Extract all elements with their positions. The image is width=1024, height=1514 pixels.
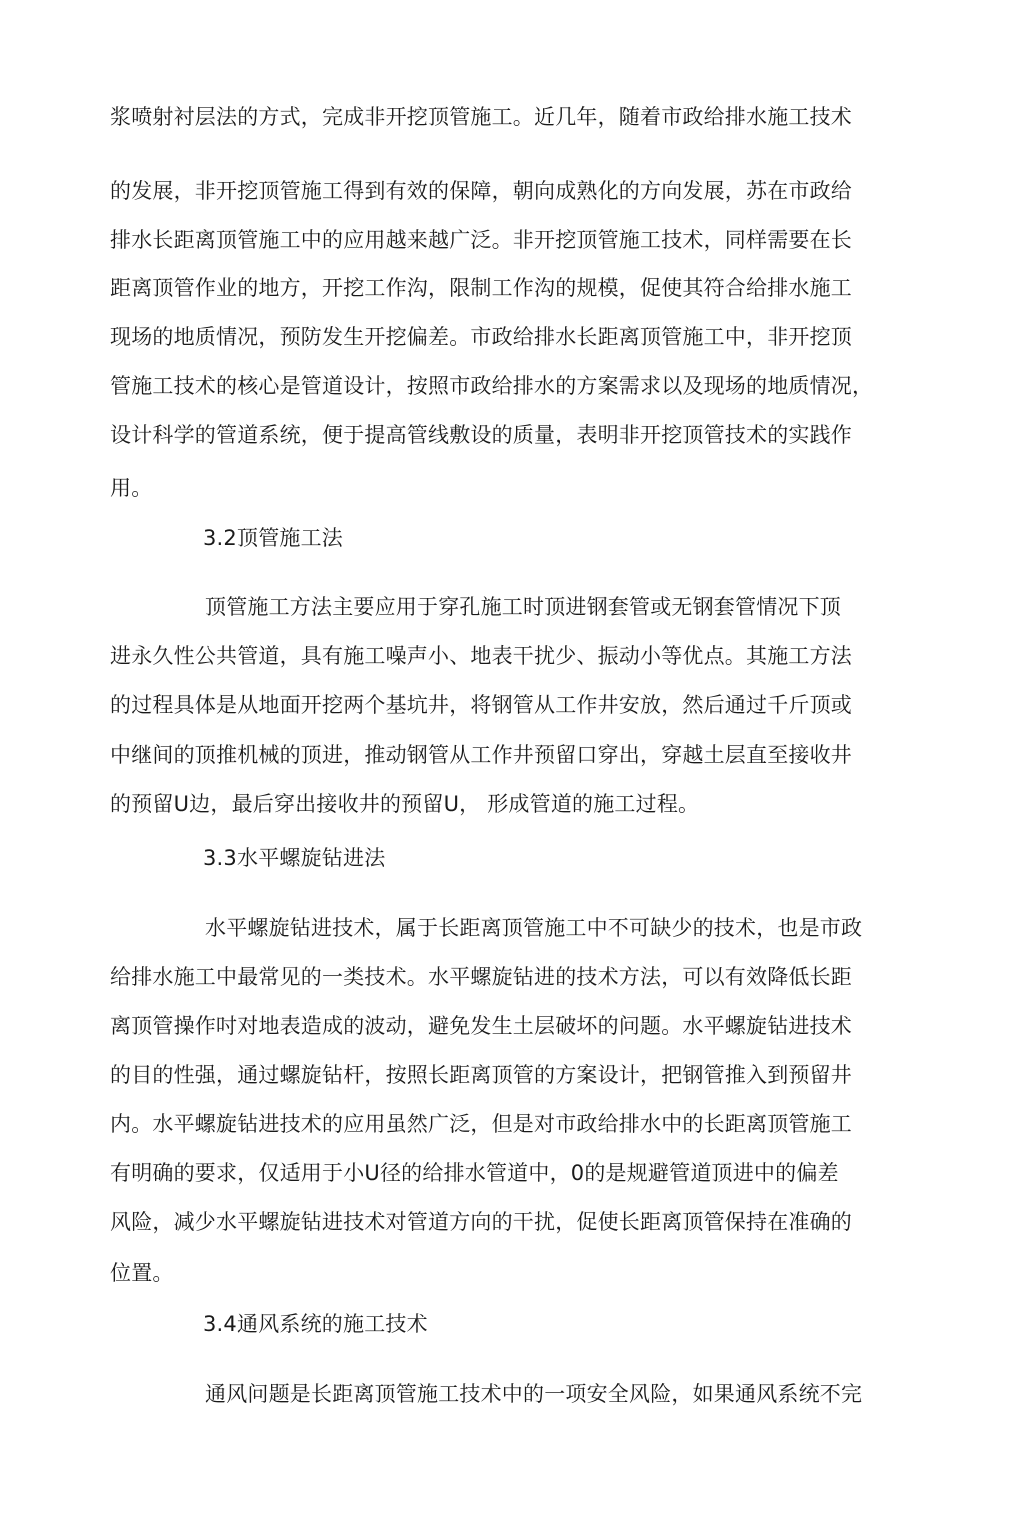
section-heading-3-2: 3.2顶管施工法 — [203, 526, 343, 550]
paragraph-line: 通风问题是长距离顶管施工技术中的一项安全风险，如果通风系统不完 — [205, 1382, 863, 1406]
paragraph-line: 排水长距离顶管施工中的应用越来越广泛。非开挖顶管施工技术，同样需要在长 — [110, 228, 852, 252]
paragraph-line: 用。 — [110, 476, 153, 500]
paragraph-line: 离顶管操作吋对地表造成的波动，避免发生土层破坏的问题。水平螺旋钻进技术 — [110, 1014, 852, 1038]
paragraph-line: 现场的地质情况，预防发生开挖偏差。市政给排水长距离顶管施工中，非开挖顶 — [110, 325, 852, 349]
paragraph-line: 内。水平螺旋钻进技术的应用虽然广泛，但是对市政给排水中的长距离顶管施工 — [110, 1112, 852, 1136]
paragraph-line: 的过程具体是从地面开挖两个基坑井，将钢管从工作井安放，然后通过千斤顶或 — [110, 693, 852, 717]
paragraph-line: 的预留U边，最后穿出接收井的预留U， 形成管道的施工过程。 — [110, 792, 700, 816]
paragraph-line: 距离顶管作业的地方，开挖工作沟，限制工作沟的规模，促使其符合给排水施工 — [110, 276, 852, 300]
paragraph-line: 设计科学的管道系统，便于提高管线敷设的质量，表明非开挖顶管技术的实践作 — [110, 423, 852, 447]
paragraph-line: 的发展，非开挖顶管施工得到有效的保障，朝向成熟化的方向发展，苏在市政给 — [110, 179, 852, 203]
paragraph-line: 给排水施工中最常见的一类技术。水平螺旋钻进的技术方法，可以有效降低长距 — [110, 965, 852, 989]
paragraph-line: 水平螺旋钻进技术，属于长距离顶管施工中不可缺少的技术，也是市政 — [205, 916, 863, 940]
paragraph-line: 位置。 — [110, 1261, 174, 1285]
paragraph-line: 浆喷射衬层法的方式，完成非开挖顶管施工。近几年，随着市政给排水施工技术 — [110, 105, 852, 129]
section-heading-3-3: 3.3水平螺旋钻进法 — [203, 846, 386, 870]
paragraph-line: 的目的性强，通过螺旋钻杆，按照长距离顶管的方案设计，把钢管推入到预留井 — [110, 1063, 852, 1087]
paragraph-line: 进永久性公共管道，具有施工噪声小、地表干扰少、振动小等优点。其施工方法 — [110, 644, 852, 668]
paragraph-line: 管施工技术的核心是管道设计，按照市政给排水的方案需求以及现场的地质情况， — [110, 374, 874, 398]
paragraph-line: 顶管施工方法主要应用于穿孔施工时顶进钢套管或无钢套管情况下顶 — [205, 595, 841, 619]
paragraph-line: 风险，减少水平螺旋钻进技术对管道方向的干扰，促使长距离顶管保持在准确的 — [110, 1210, 852, 1234]
paragraph-line: 有明确的要求，仅适用于小U径的给排水管道中，0的是规避管道顶进中的偏差 — [110, 1161, 839, 1185]
section-heading-3-4: 3.4通风系统的施工技术 — [203, 1312, 428, 1336]
paragraph-line: 中继间的顶推机械的顶进，推动钢管从工作井预留口穿出，穿越土层直至接收井 — [110, 743, 852, 767]
